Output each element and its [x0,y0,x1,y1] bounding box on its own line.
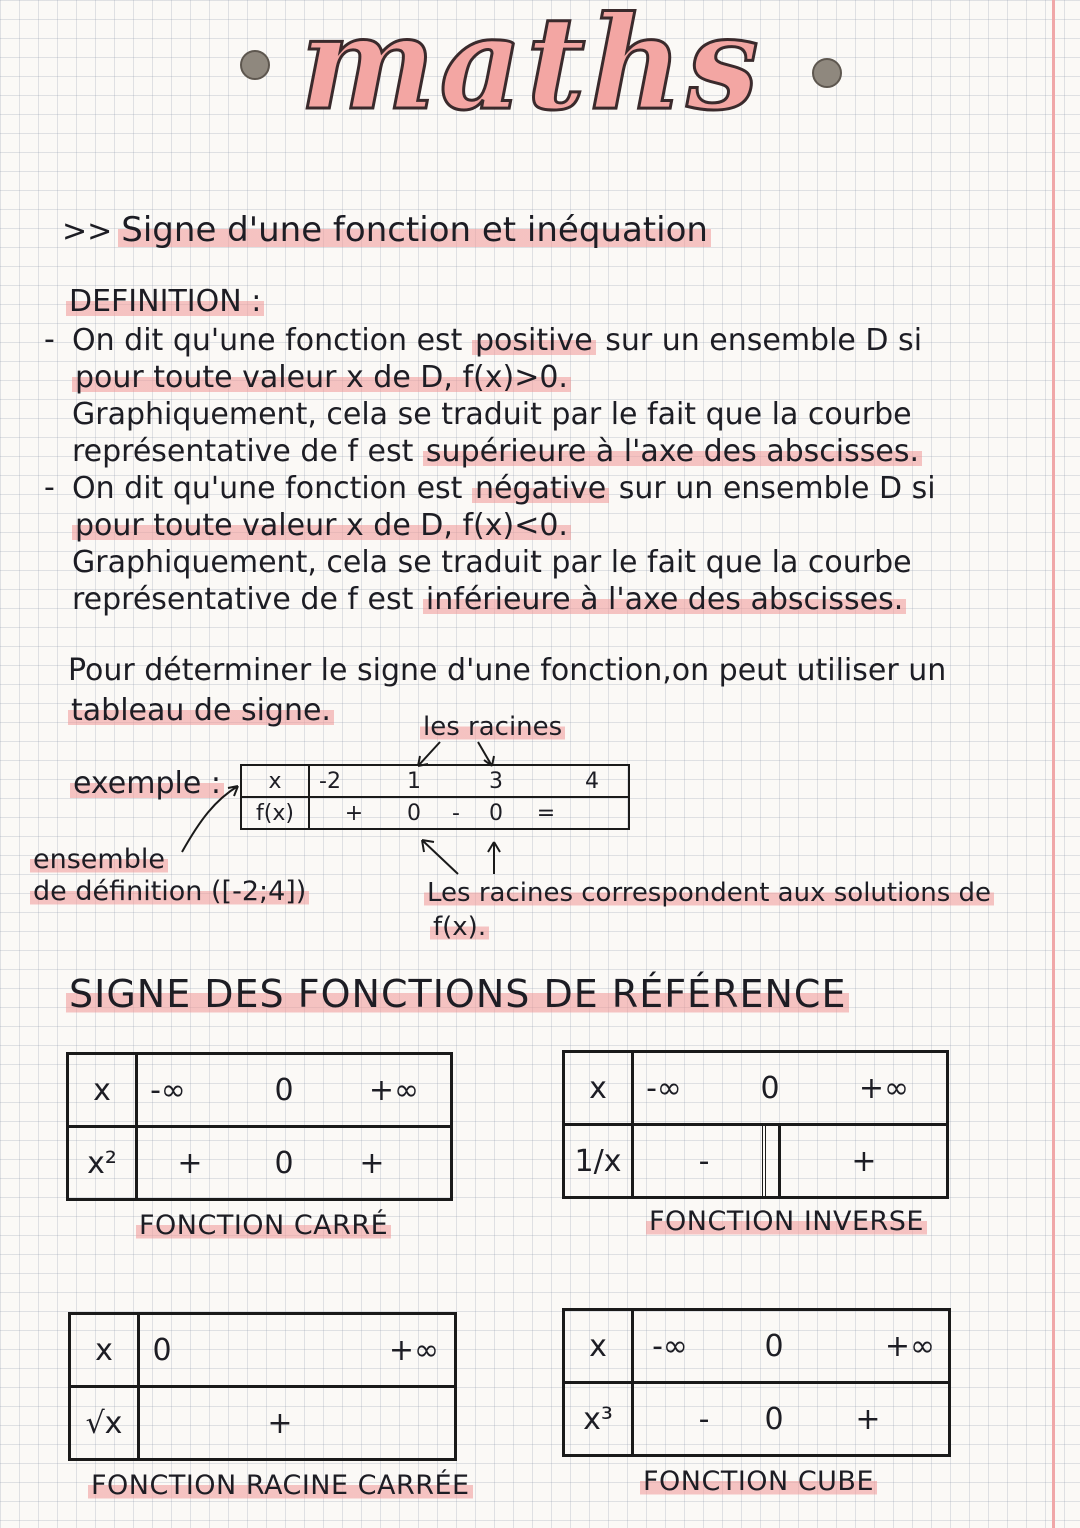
example-x-value: 3 [489,768,503,794]
subtitle-text: Signe d'une fonction et inéquation [118,210,711,250]
arrow-domain [182,786,238,852]
example-x-value: -2 [319,768,341,794]
label-inverse: FONCTION INVERSE [646,1206,927,1237]
inverse-forbidden-value [762,1126,781,1196]
def-p2-line1: On dit qu'une fonction est négative sur un ensemble D si [72,471,936,506]
cube-row2-sign: + [855,1401,881,1437]
carre-row2-zero: 0 [274,1145,294,1181]
def-p2-line4: représentative de f est inférieure à l'axe des abscisses. [72,581,906,618]
table-cube [562,1308,951,1457]
example-f-sign: + [344,800,364,826]
inverse-row2-sign: + [851,1143,877,1179]
def-p1-line1: On dit qu'une fonction est positive sur un ensemble D si [72,323,923,358]
label-cube: FONCTION CUBE [640,1466,877,1497]
racine-row1-value: 0 [152,1332,172,1368]
example-f-zero: 0 [407,800,421,826]
arrow-note-to-1 [422,840,458,874]
example-f-zero: 0 [489,800,503,826]
inverse-row2-head: 1/x [564,1125,633,1198]
bullet-dash-2: - [44,470,55,505]
cube-row2-zero: 0 [764,1401,784,1437]
carre-row2-head: x² [68,1127,137,1200]
example-x-head: x [241,765,309,797]
racine-row2-sign: + [267,1405,293,1441]
roots-note-1: Les racines correspondent aux solutions de [424,878,994,908]
inverse-row1-head: x [564,1052,633,1125]
cube-row2-sign: - [698,1401,710,1437]
example-x-value: 1 [407,768,421,794]
example-f-sign: = [536,800,556,826]
carre-row2-sign: + [359,1145,385,1181]
page-title: maths [300,0,763,139]
carre-row2-sign: + [177,1145,203,1181]
example-x-value: 4 [585,768,599,794]
intro-line1: Pour déterminer le signe d'une fonction,on peut utiliser un [68,653,947,688]
table-inverse [562,1050,949,1199]
cube-row1-value: +∞ [884,1328,936,1364]
roots-note-2: f(x). [430,912,489,942]
def-p1-line2: pour toute valeur x de D, f(x)>0. [72,359,571,396]
arrow-roots-to-3 [478,742,494,766]
arrow-note-to-3 [488,842,500,874]
example-f-sign: - [452,800,460,826]
def-p2-line3: Graphiquement, cela se traduit par le fait que la courbe [72,545,912,580]
def-p1-line4: représentative de f est supérieure à l'axe des abscisses. [72,433,922,470]
domain-label-1: ensemble [30,844,168,875]
inverse-row1-value: -∞ [646,1070,682,1106]
cube-row1-head: x [564,1310,633,1383]
carre-row1-head: x [68,1054,137,1127]
domain-label-2: de définition ([-2;4]) [30,876,309,907]
inverse-row1-value: 0 [760,1070,780,1106]
label-carre: FONCTION CARRÉ [136,1210,391,1241]
racine-row1-head: x [70,1314,139,1387]
cube-row1-value: -∞ [652,1328,688,1364]
example-label: exemple : [70,766,224,801]
racine-row1-value: +∞ [388,1332,440,1368]
inverse-row2-sign: - [698,1143,710,1179]
carre-row1-value: 0 [274,1072,294,1108]
reference-heading: SIGNE DES FONCTIONS DE RÉFÉRENCE [66,972,849,1016]
label-racine: FONCTION RACINE CARRÉE [88,1470,473,1501]
racine-row2-head: √x [70,1387,139,1460]
arrow-roots-to-1 [418,742,440,766]
cube-row1-value: 0 [764,1328,784,1364]
table-racine [68,1312,457,1461]
table-carre [66,1052,453,1201]
cube-row2-head: x³ [564,1383,633,1456]
definition-heading: DEFINITION : [66,283,264,320]
roots-label: les racines [420,712,565,742]
carre-row1-value: +∞ [368,1072,420,1108]
intro-line2: tableau de signe. [68,692,334,729]
inverse-row1-value: +∞ [858,1070,910,1106]
subtitle-prefix: >> [62,214,113,249]
example-f-head: f(x) [241,797,309,829]
def-p2-line2: pour toute valeur x de D, f(x)<0. [72,507,571,544]
def-p1-line3: Graphiquement, cela se traduit par le fait que la courbe [72,397,912,432]
carre-row1-value: -∞ [150,1072,186,1108]
bullet-dash-1: - [44,322,55,357]
